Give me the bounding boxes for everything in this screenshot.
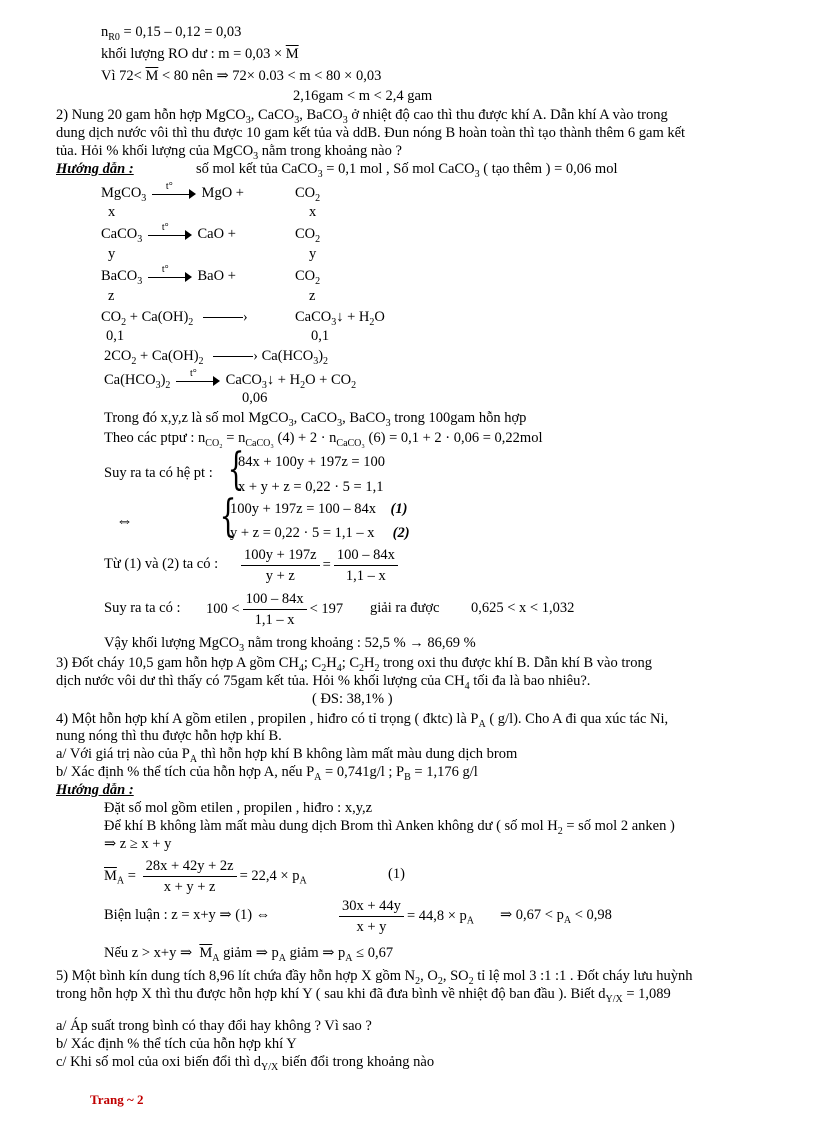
fraction-ratio: $\frac{100y + 197z}{y + z}$ = $\frac{100 - 84x}{1,1 - x}$ bbox=[238, 545, 401, 586]
text-from-1-2: Từ (1) và (2) ta có : bbox=[104, 556, 219, 572]
line-range: Vì $72< \overline{M} < 80$ nên ⇒ 72× 0.03 < m < 80 × 0,03 bbox=[101, 68, 382, 84]
reaction-1-x2: x bbox=[309, 204, 317, 220]
problem-5-b: b/ Xác định % thể tích của hỗn hợp khí Y bbox=[56, 1036, 297, 1052]
text-ptpu: Theo các ptpư : $n_{CO_2} = n_{CaCO_3}$ $(4) + 2 \cdot n_{CaCO_3}$ (6) = 0,1 + 2 · 0,06 = 0,22mol bbox=[104, 430, 543, 449]
pa-range: ⇒ $0,67 < p_A < 0,98$ bbox=[500, 907, 612, 926]
conclusion-mgco3: Vậy khối lượng MgCO$_3$ nằm trong khoảng : 52,5 % → 86,69 % bbox=[104, 635, 476, 654]
problem-2-line1: 2) Nung 20 gam hỗn hợp MgCO$_3$, CaCO$_3$, BaCO$_3$ ở nhiệt độ cao thì thu được khí A. Dẫn khí A vào trong bbox=[56, 107, 668, 126]
reaction-1: MgCO$_3$ t° MgO + bbox=[101, 180, 244, 204]
problem-4-a: a/ Với giá trị nào của $P_A$ thì hỗn hợp khí B không làm mất màu dung dịch brom bbox=[56, 746, 518, 765]
reaction-3-product: $CO_2$ bbox=[295, 268, 321, 287]
reaction-4-n2: 0,1 bbox=[311, 328, 330, 344]
solve-label: giải ra được bbox=[370, 600, 440, 616]
argument-label: Biện luận : z = x+y ⇒ (1) ⇔ bbox=[104, 907, 271, 923]
case-z-greater: Nếu z > x+y ⇒ $\overline{M}_A$ giảm ⇒ $p_A$ giảm ⇒ $p_A \le 0,67$ bbox=[104, 945, 394, 964]
reaction-2: CaCO$_3$ t° CaO + bbox=[101, 221, 236, 245]
reaction-1-product: $CO_2$ bbox=[295, 185, 321, 204]
text-xyz: Trong đó x,y,z là số mol MgCO$_3$, CaCO$_3$, BaCO$_3$ trong 100gam hỗn hợp bbox=[104, 410, 527, 429]
reaction-2-product: $CO_2$ bbox=[295, 226, 321, 245]
text-system-label: Suy ra ta có hệ pt : bbox=[104, 465, 213, 481]
system2-eq-1: 100y + 197z = 100 – 84x (1) bbox=[230, 501, 408, 517]
guide-2-line3: ⇒ z ≥ x + y bbox=[104, 836, 172, 852]
problem-5-a: a/ Áp suất trong bình có thay đổi hay không ? Vì sao ? bbox=[56, 1018, 372, 1034]
reaction-4-product: CaCO$_3$↓ + $H_2O$ bbox=[295, 309, 385, 328]
problem-4-b: b/ Xác định % thể tích của hỗn hợp A, nếu $P_A = 0,741g/l$ ; $P_B = 1,176$ g/l bbox=[56, 764, 478, 783]
reaction-2-y1: y bbox=[108, 246, 116, 262]
reaction-6: $Ca(HCO_3)_2$ t° CaCO$_3$↓ + $H_2O + CO_2$ bbox=[104, 367, 357, 391]
reaction-1-x1: x bbox=[108, 204, 116, 220]
guide-heading-1: Hướng dẫn : bbox=[56, 161, 134, 177]
molar-mass-eq: $\overline{M}_A$ = $\frac{28x + 42y + 2z}{x + y + z}$ = $22,4 \times p_A$ bbox=[104, 858, 307, 895]
problem-5-line2: trong hỗn hợp X thì thu được hỗn hợp khí Y ( sau khi đã đưa bình về nhiệt độ ban đầu ). Biết $d_{Y/X} = 1,089$ bbox=[56, 986, 671, 1005]
problem-5-c: c/ Khi số mol của oxi biến đổi thì $d_{Y/X}$ biến đổi trong khoảng nào bbox=[56, 1054, 435, 1073]
problem-2-line3: tủa. Hỏi % khối lượng của MgCO$_3$ nằm trong khoảng nào ? bbox=[56, 143, 402, 162]
problem-3-line1: 3) Đốt cháy 10,5 gam hỗn hợp A gồm $CH_4$; $C_2H_4$; $C_2H_2$ trong oxi thu được khí B. Dẫn khí B vào trong bbox=[56, 655, 652, 674]
eq-number-1: (1) bbox=[388, 866, 405, 882]
reaction-2-y2: y bbox=[309, 246, 317, 262]
reaction-3-z1: z bbox=[108, 288, 115, 304]
reaction-4-n1: 0,1 bbox=[106, 328, 125, 344]
guide-heading-2: Hướng dẫn : bbox=[56, 782, 134, 798]
text-inequality-label: Suy ra ta có : bbox=[104, 600, 181, 616]
guide-1-text: số mol kết tủa CaCO$_3$ = 0,1 mol , Số mol CaCO$_3$ ( tạo thêm ) = 0,06 mol bbox=[196, 161, 618, 180]
brace-2: { bbox=[219, 491, 237, 542]
problem-4-line2: nung nóng thì thu được hỗn hợp khí B. bbox=[56, 728, 282, 744]
system2-eq-2: y + z = 0,22 · 5 = 1,1 – x (2) bbox=[230, 525, 410, 541]
reaction-5: $2CO_2 + Ca(OH)_2$ › $Ca(HCO_3)_2$ bbox=[104, 348, 329, 367]
system-eq-1: 84x + 100y + 197z = 100 bbox=[238, 454, 385, 470]
brace-1: { bbox=[227, 444, 245, 495]
guide-2-line1: Đặt số mol gồm etilen , propilen , hiđro : x,y,z bbox=[104, 800, 373, 816]
inequality: 100 < $\frac{100 - 84x}{1,1 - x}$ < 197 bbox=[206, 591, 344, 628]
system-eq-2: x + y + z = 0,22 · 5 = 1,1 bbox=[238, 479, 384, 495]
equiv-symbol: ⇔ bbox=[116, 511, 133, 530]
page-footer: Trang ~ 2 bbox=[90, 1092, 144, 1107]
x-range: 0,625 < x < 1,032 bbox=[471, 600, 575, 616]
line-mass-ro: khối lượng RO dư : $m = 0,03 \times \overline{M}$ bbox=[101, 46, 299, 62]
problem-5-line1: 5) Một bình kín dung tích 8,96 lít chứa đầy hỗn hợp X gồm $N_2$, $O_2$, $SO_2$ tỉ lệ mol 3 :1 :1 . Đốt cháy lưu huỳnh bbox=[56, 968, 693, 987]
reaction-6-n: 0,06 bbox=[242, 390, 268, 406]
line-nro: $n_{R0} = 0,15 - 0,12 = 0,03$ bbox=[101, 24, 242, 43]
line-result: 2,16gam < m < 2,4 gam bbox=[293, 88, 433, 104]
problem-3-answer: ( ĐS: 38,1% ) bbox=[312, 691, 393, 707]
argument-fraction: $\frac{30x + 44y}{x + y}$ = $44,8 \times p_A$ bbox=[336, 896, 474, 937]
problem-3-line2: dịch nước vôi dư thì thấy có 75gam kết tủa. Hỏi % khối lượng của $CH_4$ tối đa là bao nhiêu?. bbox=[56, 673, 591, 692]
reaction-3-z2: z bbox=[309, 288, 316, 304]
guide-2-line2: Để khí B không làm mất màu dung dịch Brom thì Anken không dư ( số mol $H_2$ = số mol 2 anken ) bbox=[104, 818, 675, 837]
problem-4-line1: 4) Một hỗn hợp khí A gồm etilen , propilen , hiđro có tỉ trọng ( đktc) là $P_A$ ( g/l). Cho A đi qua xúc tác Ni, bbox=[56, 711, 669, 730]
problem-2-line2: dung dịch nước vôi thì thu được 10 gam kết tủa và ddB. Đun nóng B hoàn toàn thì tạo thành thêm 6 gam kết bbox=[56, 125, 686, 141]
reaction-3: BaCO$_3$ t° BaO + bbox=[101, 263, 236, 287]
reaction-4: $CO_2 + Ca(OH)_2$ › bbox=[101, 309, 248, 328]
